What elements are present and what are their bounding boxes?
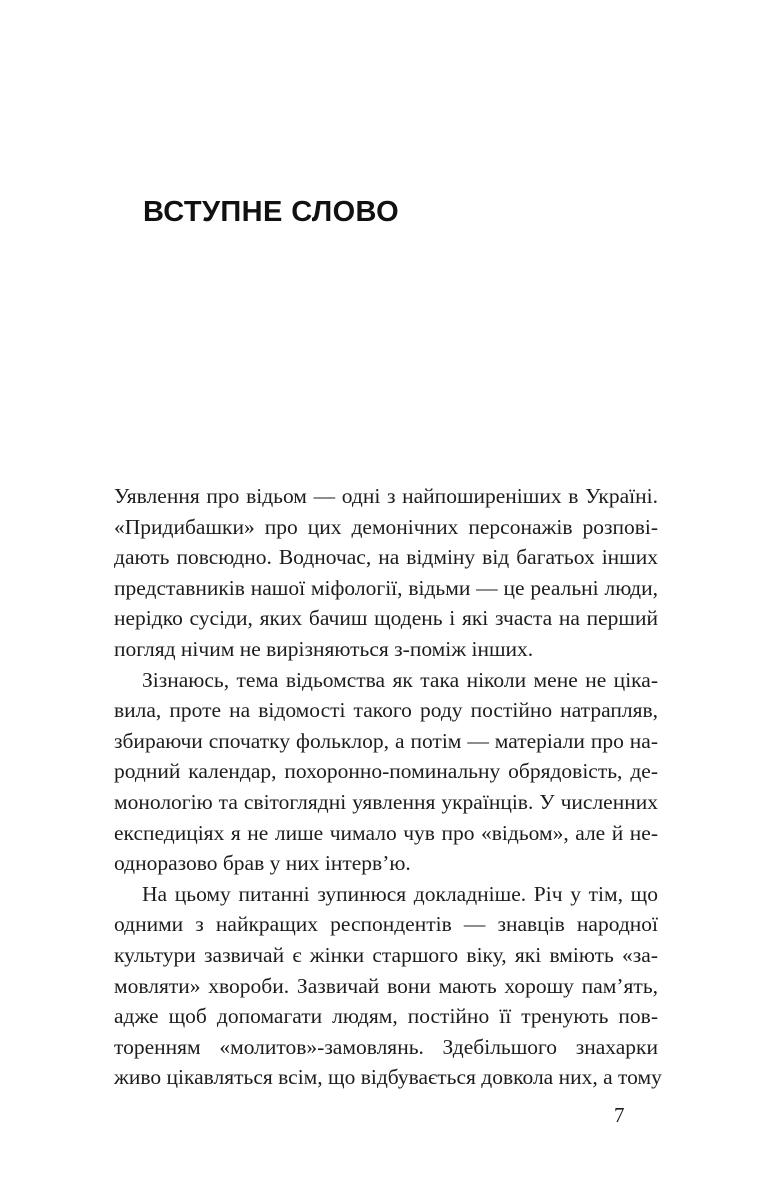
text-line: збираючи спочатку фольклор, а потім — матеріали про на- — [114, 728, 658, 753]
text-line: Зізнаюсь, тема відьомства як така ніколи мене не ціка- — [142, 667, 658, 692]
text-line: На цьому питанні зупинюся докладніше. Річ у тім, що — [142, 881, 658, 906]
chapter-title: ВСТУПНЕ СЛОВО — [143, 196, 400, 228]
text-line: живо цікавляться всім, що відбувається довкола них, а тому — [114, 1065, 662, 1090]
text-line: експедиціях я не лише чимало чув про «відьом», але й не- — [114, 820, 658, 845]
text-line: адже щоб допомагати людям, постійно її тренують пов- — [114, 1004, 658, 1029]
text-line: вила, проте на відомості такого роду постійно натрапляв, — [114, 698, 658, 723]
text-line: культури зазвичай є жінки старшого віку, які вміють «за- — [114, 942, 658, 967]
text-line: торенням «молитов»-замовлянь. Здебільшого знахарки — [114, 1034, 658, 1059]
text-line: мовляти» хвороби. Зазвичай вони мають хорошу пам’ять, — [114, 973, 658, 998]
body-text — [114, 481, 662, 1093]
text-line: представників нашої міфології, відьми — це реальні люди, — [114, 575, 658, 600]
text-line: Уявлення про відьом — одні з найпоширеніших в Україні. — [114, 484, 658, 508]
page-number: 7 — [614, 1103, 625, 1127]
text-line: погляд нічим не вирізняються з-поміж інших. — [114, 636, 534, 661]
text-line: одними з найкращих респондентів — знавців народної — [114, 912, 658, 937]
text-line: одноразово брав у них інтерв’ю. — [114, 851, 411, 876]
text-line: монологію та світоглядні уявлення українців. У численних — [114, 789, 658, 814]
text-line: нерідко сусіди, яких бачиш щодень і які зчаста на перший — [114, 606, 658, 631]
text-line: дають повсюдно. Водночас, на відміну від багатьох інших — [114, 545, 658, 570]
text-line: «Придибашки» про цих демонічних персонажів розпові- — [114, 514, 658, 539]
text-line: родний календар, похоронно-поминальну обрядовість, де- — [114, 759, 658, 784]
